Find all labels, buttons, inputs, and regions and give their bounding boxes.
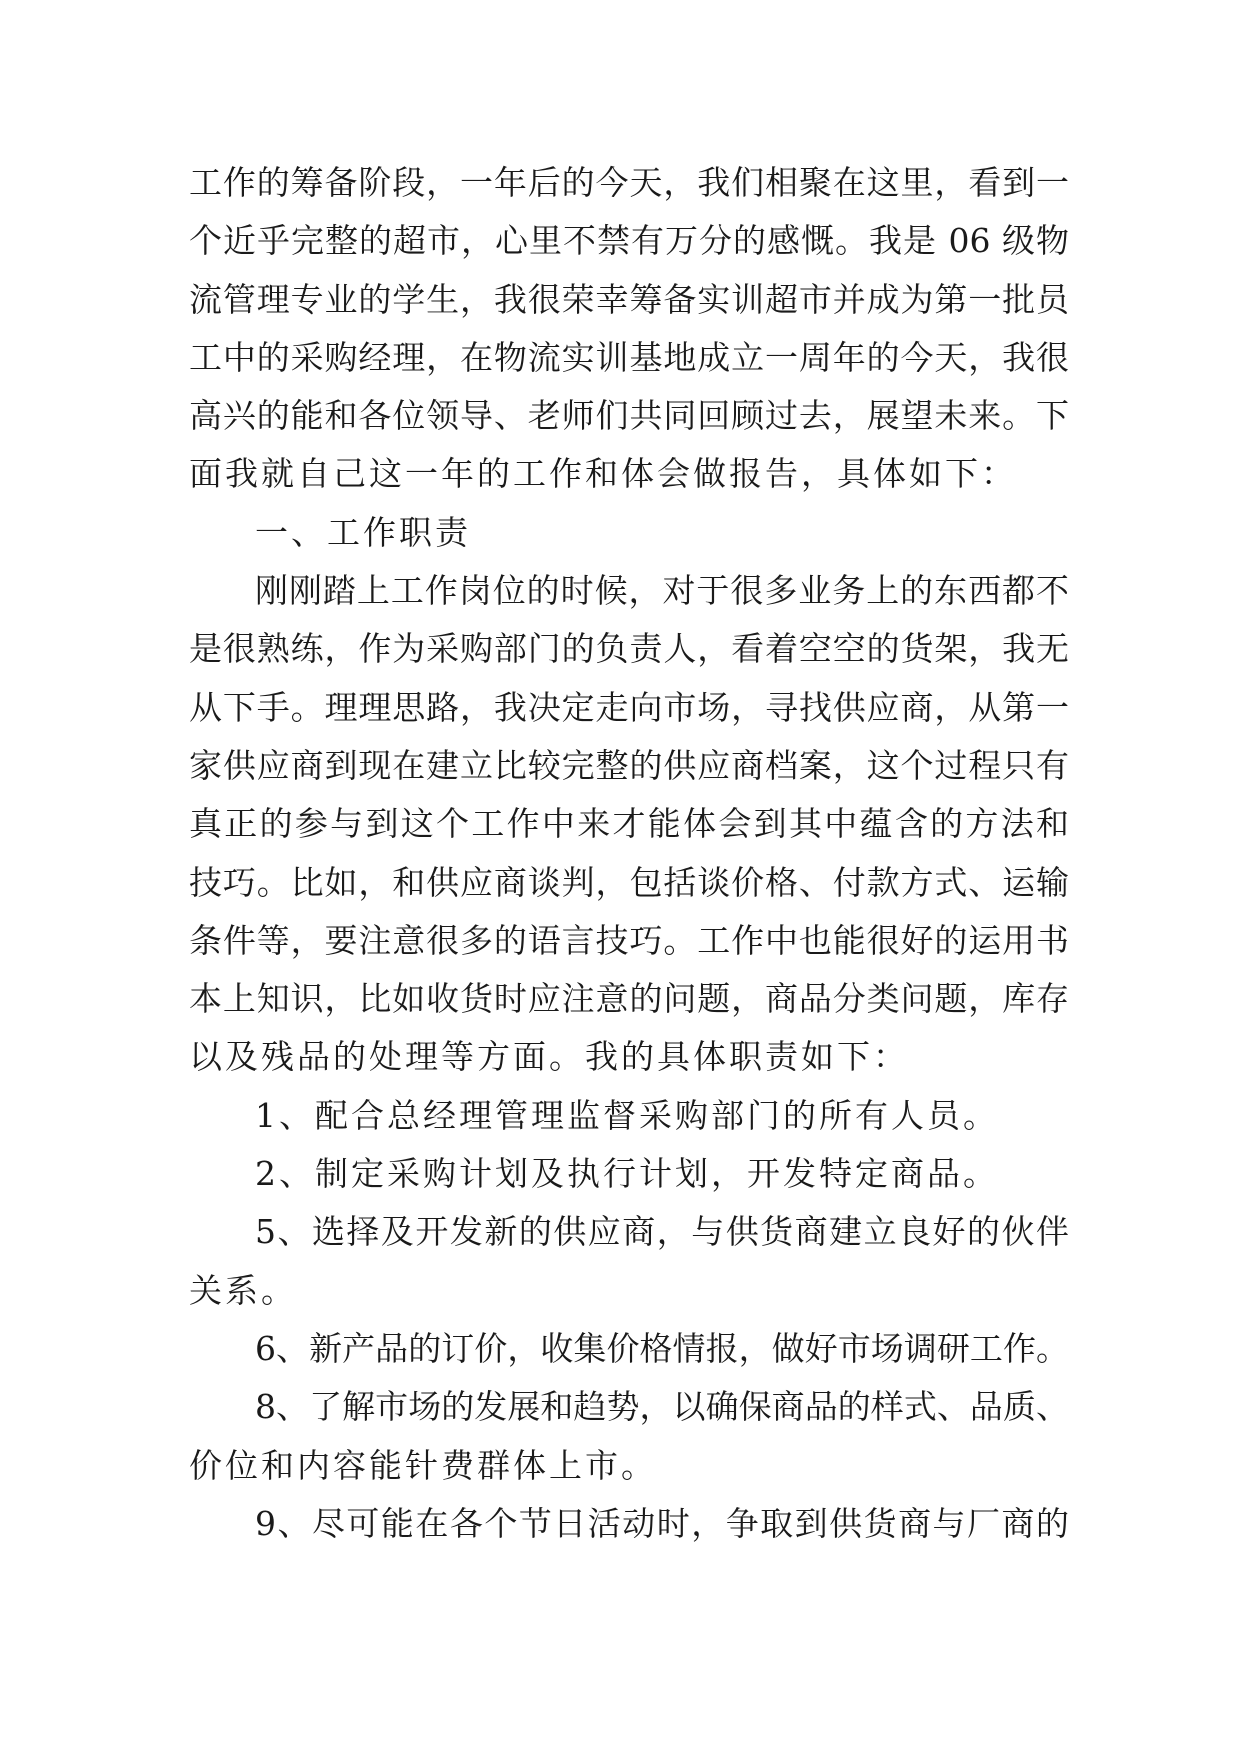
text-line: 面我就自己这一年的工作和体会做报告，具体如下： (189, 454, 1017, 494)
text-line: 技巧。比如，和供应商谈判，包括谈价格、付款方式、运输 (189, 862, 1069, 902)
text-line: 以及残品的处理等方面。我的具体职责如下： (189, 1037, 909, 1077)
text-line: 本上知识，比如收货时应注意的问题，商品分类问题，库存 (189, 979, 1069, 1019)
text-line: 个近乎完整的超市，心里不禁有万分的感慨。我是 06 级物 (189, 221, 1069, 261)
list-item: 8、了解市场的发展和趋势，以确保商品的样式、品质、 (255, 1387, 1069, 1427)
body-text (189, 154, 1069, 1553)
text-line: 从下手。理理思路，我决定走向市场，寻找供应商，从第一 (189, 687, 1069, 727)
text-line: 工作的筹备阶段，一年后的今天，我们相聚在这里，看到一 (189, 163, 1069, 202)
section-heading: 一、工作职责 (255, 512, 471, 552)
text-line: 工中的采购经理，在物流实训基地成立一周年的今天，我很 (189, 337, 1069, 377)
list-item: 1、配合总经理管理监督采购部门的所有人员。 (255, 1095, 999, 1135)
text-line: 流管理专业的学生，我很荣幸筹备实训超市并成为第一批员 (189, 279, 1069, 319)
list-item: 5、选择及开发新的供应商，与供货商建立良好的伙伴 (255, 1212, 1069, 1252)
text-line: 高兴的能和各位领导、老师们共同回顾过去，展望未来。下 (189, 396, 1069, 436)
list-item: 9、尽可能在各个节日活动时，争取到供货商与厂商的 (255, 1503, 1069, 1543)
text-line: 刚刚踏上工作岗位的时候，对于很多业务上的东西都不 (255, 571, 1069, 611)
text-line: 价位和内容能针费群体上市。 (189, 1445, 657, 1485)
text-line: 条件等，要注意很多的语言技巧。工作中也能很好的运用书 (189, 920, 1069, 960)
list-item: 2、制定采购计划及执行计划，开发特定商品。 (255, 1154, 999, 1194)
text-line: 家供应商到现在建立比较完整的供应商档案，这个过程只有 (189, 745, 1069, 785)
list-item: 6、新产品的订价，收集价格情报，做好市场调研工作。 (255, 1328, 1069, 1368)
text-line: 是很熟练，作为采购部门的负责人，看着空空的货架，我无 (189, 629, 1069, 669)
text-line: 关系。 (189, 1270, 297, 1310)
text-line: 真正的参与到这个工作中来才能体会到其中蕴含的方法和 (189, 804, 1069, 844)
